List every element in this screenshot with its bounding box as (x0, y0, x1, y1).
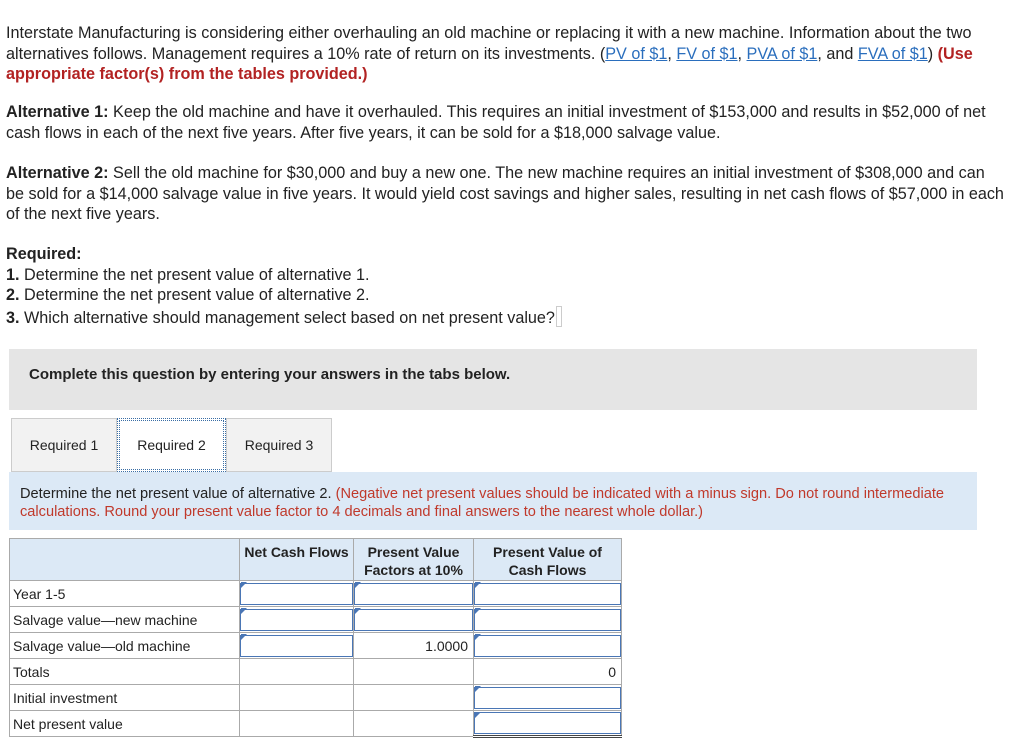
salvage-new-factor-input[interactable] (354, 609, 473, 631)
pva-of-1-link[interactable]: PVA of $1 (746, 44, 818, 63)
required-section (6, 244, 1006, 328)
required-item-2: 2. Determine the net present value of alternative 2. (6, 286, 370, 304)
table-row (10, 659, 622, 685)
tab-required-3[interactable]: Required 3 (226, 418, 332, 472)
row-label-npv: Net present value (10, 711, 240, 737)
totals-pv-value: 0 (474, 659, 622, 685)
row-label-initial-investment: Initial investment (10, 685, 240, 711)
fva-of-1-link[interactable]: FVA of $1 (857, 44, 928, 63)
salvage-new-pv-input[interactable] (474, 609, 621, 631)
salvage-old-factor-value: 1.0000 (354, 633, 474, 659)
table-row (10, 685, 622, 711)
tab-required-2[interactable]: Required 2 (117, 418, 226, 472)
text-cursor (556, 306, 562, 327)
required-item-3: 3. Which alternative should management select based on net present value? (6, 306, 1006, 329)
tab-required-1[interactable]: Required 1 (11, 418, 117, 472)
row-label-totals: Totals (10, 659, 240, 685)
row-label-salvage-old: Salvage value—old machine (10, 633, 240, 659)
instruction-banner: Complete this question by entering your answers in the tabs below. (9, 349, 977, 410)
alternative-2: Alternative 2: Sell the old machine for $30,000 and buy a new one. The new machine requires an initial investment of $308,000 and can be sold for a $14,000 salvage value in five years. It would yield cost savings and higher sales, resulting in net cash flows of $57,000 in each of the next five years. (6, 164, 1004, 223)
required-item-1: 1. Determine the net present value of alternative 1. (6, 265, 370, 284)
year-1-5-pv-input[interactable] (474, 583, 621, 605)
table-row (10, 607, 622, 633)
required-heading: Required: (6, 245, 82, 263)
fv-of-1-link[interactable]: FV of $1 (676, 44, 738, 63)
year-1-5-cash-flow-input[interactable] (240, 583, 353, 605)
salvage-old-cash-flow-input[interactable] (240, 635, 353, 657)
problem-intro: Interstate Manufacturing is considering either overhauling an old machine or replacing it with a new machine. Information about the two alternatives follows. Management requires a 10% rate of return on its investments. (PV of $1, FV of $1, PVA of $1, and FVA of $1) (Use appropriate factor(s) from the tables provided.) (6, 24, 973, 83)
factor-note: (Use appropriate factor(s) from the tables provided.) (6, 44, 973, 83)
initial-investment-pv-input[interactable] (474, 687, 621, 709)
header-blank (10, 539, 240, 581)
row-label-year-1-5: Year 1-5 (10, 581, 240, 607)
salvage-new-cash-flow-input[interactable] (240, 609, 353, 631)
table-row (10, 633, 622, 659)
pv-of-1-link[interactable]: PV of $1 (605, 44, 668, 63)
salvage-old-pv-input[interactable] (474, 635, 621, 657)
header-pv-cash-flows: Present Value of Cash Flows (474, 539, 622, 581)
header-net-cash-flows: Net Cash Flows (240, 539, 354, 581)
alternative-1: Alternative 1: Keep the old machine and have it overhauled. This requires an initial investment of $153,000 and results in $52,000 of net cash flows in each of the next five years. After five years, it can be sold for a $18,000 salvage value. (6, 103, 986, 142)
table-row (10, 581, 622, 607)
npv-table (9, 538, 622, 738)
npv-input[interactable] (474, 712, 621, 734)
year-1-5-factor-input[interactable] (354, 583, 473, 605)
table-row (10, 711, 622, 737)
header-pv-factor: Present Value Factors at 10% (354, 539, 474, 581)
row-label-salvage-new: Salvage value—new machine (10, 607, 240, 633)
tab-instruction: Determine the net present value of alternative 2. (Negative net present values should be indicated with a minus sign. Do not round intermediate calculations. Round your present value factor to 4 decimals and final answers to the nearest whole dollar.) (9, 472, 977, 530)
